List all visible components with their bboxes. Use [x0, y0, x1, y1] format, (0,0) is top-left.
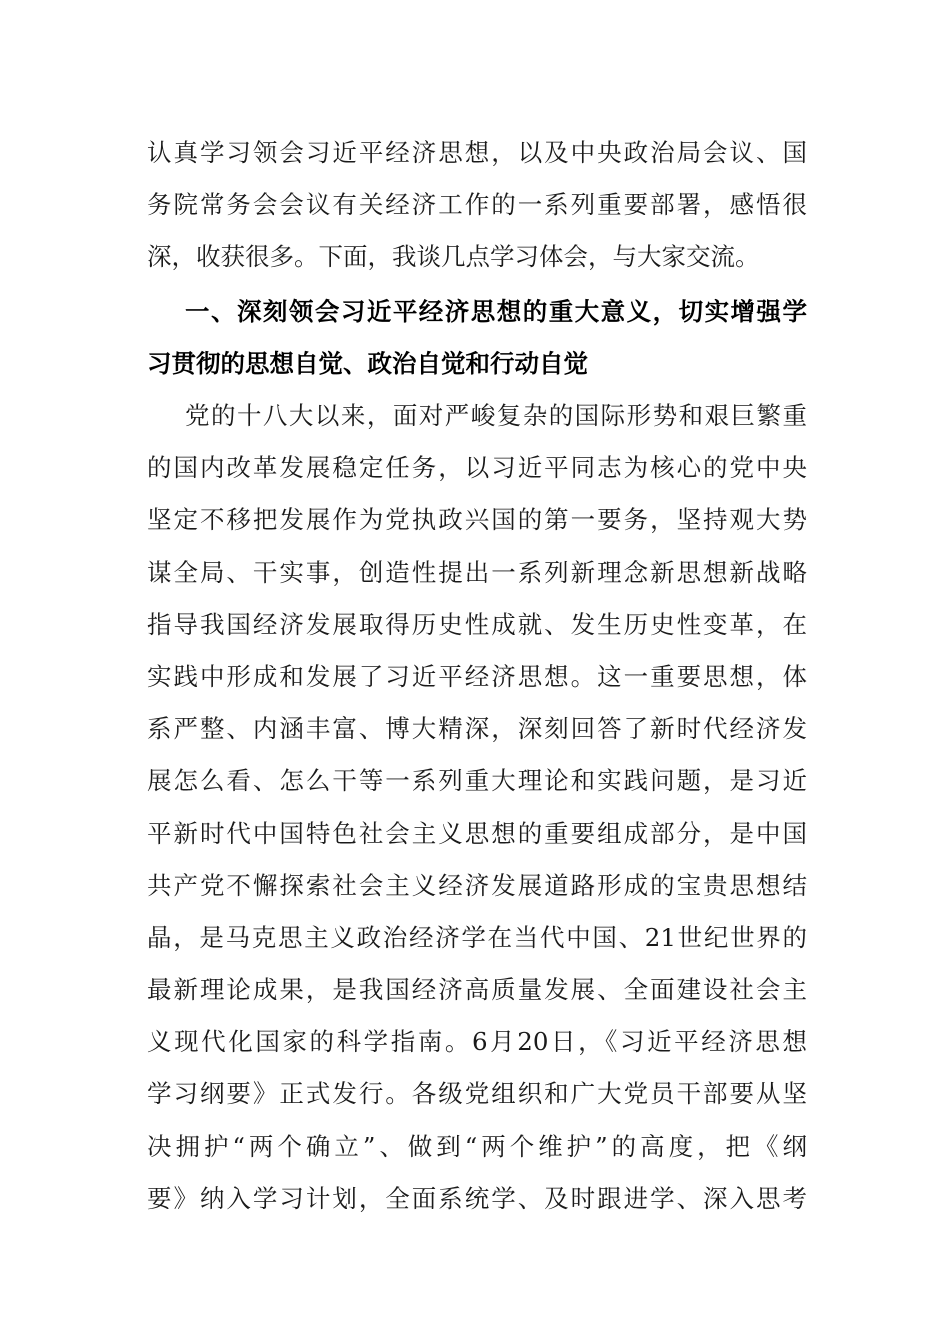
paragraph-line: 义现代化国家的科学指南。6月20日，《习近平经济思想: [147, 1027, 807, 1057]
heading-line: 一、深刻领会习近平经济思想的重大意义，切实增强学: [185, 297, 807, 326]
heading-line: 习贯彻的思想自觉、政治自觉和行动自觉: [147, 349, 588, 379]
paragraph-line: 深，收获很多。下面，我谈几点学习体会，与大家交流。: [147, 242, 760, 272]
paragraph-line: 实践中形成和发展了习近平经济思想。这一重要思想，体: [147, 661, 807, 691]
body-paragraph: [147, 390, 807, 1225]
paragraph-line: 学习纲要》正式发行。各级党组织和广大党员干部要从坚: [147, 1079, 807, 1109]
paragraph-line: 晶，是马克思主义政治经济学在当代中国、21世纪世界的: [147, 922, 807, 952]
paragraph-line: 指导我国经济发展取得历史性成就、发生历史性变革，在: [147, 609, 807, 639]
paragraph-line: 务院常务会会议有关经济工作的一系列重要部署，感悟很: [147, 190, 807, 220]
paragraph-line: 坚定不移把发展作为党执政兴国的第一要务，坚持观大势: [147, 505, 807, 535]
paragraph-line: 平新时代中国特色社会主义思想的重要组成部分，是中国: [147, 818, 807, 848]
paragraph-line: 展怎么看、怎么干等一系列重大理论和实践问题，是习近: [147, 766, 807, 796]
section-heading: [147, 286, 807, 390]
intro-paragraph: [147, 127, 807, 284]
paragraph-line: 谋全局、干实事，创造性提出一系列新理念新思想新战略: [147, 557, 807, 587]
paragraph-line: 系严整、内涵丰富、博大精深，深刻回答了新时代经济发: [147, 714, 807, 744]
paragraph-line: 要》纳入学习计划，全面系统学、及时跟进学、深入思考: [147, 1183, 807, 1213]
paragraph-line: 党的十八大以来，面对严峻复杂的国际形势和艰巨繁重: [185, 401, 807, 430]
paragraph-line: 决拥护“两个确立”、做到“两个维护”的高度，把《纲: [147, 1131, 807, 1161]
paragraph-line: 认真学习领会习近平经济思想，以及中央政治局会议、国: [147, 138, 807, 167]
paragraph-line: 共产党不懈探索社会主义经济发展道路形成的宝贵思想结: [147, 870, 807, 900]
paragraph-line: 的国内改革发展稳定任务，以习近平同志为核心的党中央: [147, 453, 807, 483]
paragraph-line: 最新理论成果，是我国经济高质量发展、全面建设社会主: [147, 975, 807, 1005]
